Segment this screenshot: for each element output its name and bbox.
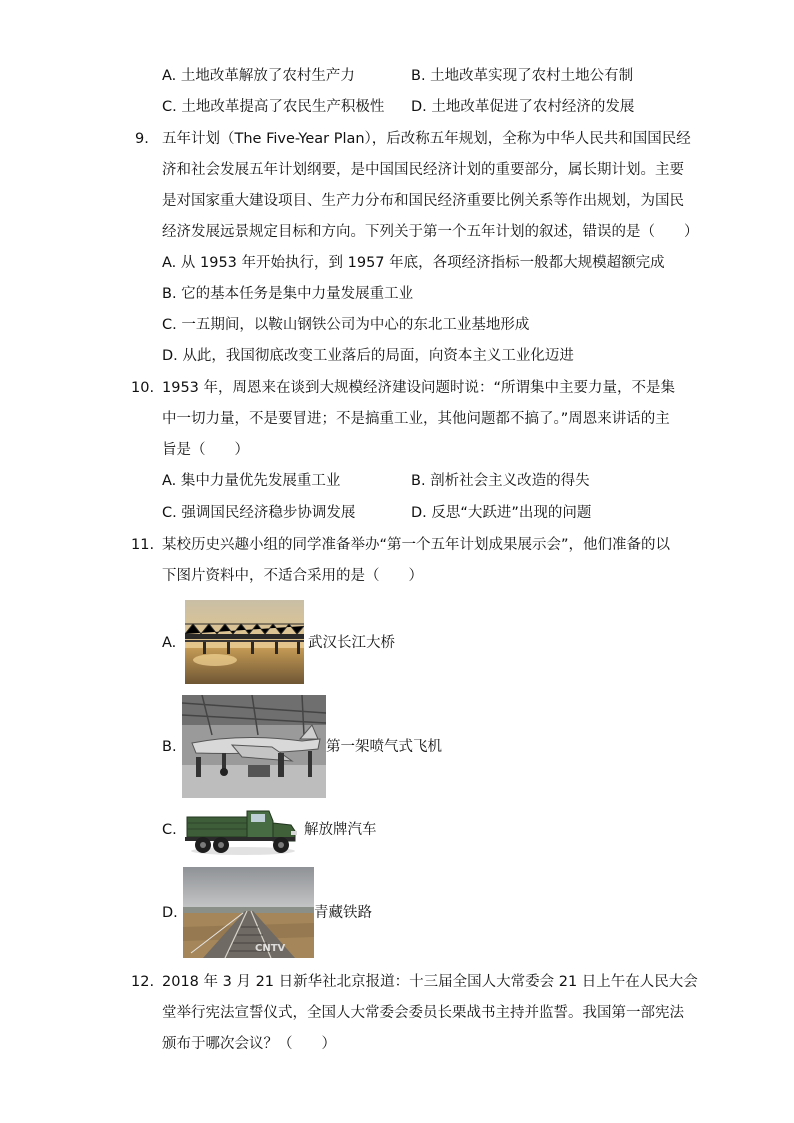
railway-photo [183, 867, 314, 958]
q12-number: 12. [131, 974, 155, 990]
truck-photo-icon [185, 805, 299, 857]
q10-number: 10. [131, 380, 155, 396]
q9-stem-line: 经济发展远景规定目标和方向。下列关于第一个五年计划的叙述，错误的是（ ） [162, 224, 699, 240]
q12-stem-line: 颁布于哪次会议？（ ） [162, 1036, 336, 1052]
jet-photo-icon [182, 695, 326, 798]
q8-option-a: A. 土地改革解放了农村生产力 [162, 68, 355, 84]
q11-option-d-letter: D. [162, 905, 178, 921]
q10-stem-line: 1953 年，周恩来在谈到大规模经济建设问题时说：“所谓集中主要力量，不是集 [162, 380, 676, 396]
q8-option-d: D. 土地改革促进了农村经济的发展 [411, 99, 635, 115]
q10-option-c: C. 强调国民经济稳步协调发展 [162, 505, 356, 521]
q9-option-d: D. 从此，我国彻底改变工业落后的局面，向资本主义工业化迈进 [162, 348, 574, 364]
railway-photo-icon [183, 867, 314, 958]
q8-option-b: B. 土地改革实现了农村土地公有制 [411, 68, 634, 84]
q11-option-c-letter: C. [162, 822, 177, 838]
q11-stem-line: 下图片资料中，不适合采用的是（ ） [162, 568, 423, 584]
q11-option-a-letter: A. [162, 635, 177, 651]
q9-stem-line: 济和社会发展五年计划纲要，是中国国民经济计划的重要部分，属长期计划。主要 [162, 162, 684, 178]
q9-number: 9. [135, 131, 149, 147]
jet-photo [182, 695, 326, 798]
q11-option-b-letter: B. [162, 739, 177, 755]
q10-stem-line: 旨是（ ） [162, 442, 249, 458]
q10-option-b: B. 剖析社会主义改造的得失 [411, 473, 590, 489]
bridge-photo-icon [185, 600, 304, 684]
q10-stem-line: 中一切力量，不是要冒进；不是搞重工业，其他问题都不搞了。”周恩来讲话的主 [162, 411, 670, 427]
q11-option-d-label: 青藏铁路 [314, 905, 372, 921]
q11-option-a-label: 武汉长江大桥 [308, 635, 395, 651]
bridge-photo [185, 600, 304, 684]
q9-option-a: A. 从 1953 年开始执行，到 1957 年底，各项经济指标一般都大规模超额完成 [162, 255, 665, 271]
svg-text:CNTV: CNTV [255, 943, 286, 954]
q9-option-c: C. 一五期间，以鞍山钢铁公司为中心的东北工业基地形成 [162, 317, 530, 333]
q11-number: 11. [131, 537, 155, 553]
truck-photo [185, 805, 299, 857]
q11-option-b-label: 第一架喷气式飞机 [326, 739, 442, 755]
q11-stem-line: 某校历史兴趣小组的同学准备举办“第一个五年计划成果展示会”，他们准备的以 [162, 537, 671, 553]
q9-option-b: B. 它的基本任务是集中力量发展重工业 [162, 286, 414, 302]
q10-option-d: D. 反思“大跃进”出现的问题 [411, 505, 592, 521]
q11-option-c-label: 解放牌汽车 [304, 822, 377, 838]
q12-stem-line: 2018 年 3 月 21 日新华社北京报道：十三届全国人大常委会 21 日上午在人民大会 [162, 974, 698, 990]
q8-option-c: C. 土地改革提高了农民生产积极性 [162, 99, 385, 115]
q10-option-a: A. 集中力量优先发展重工业 [162, 473, 341, 489]
q9-stem-line: 是对国家重大建设项目、生产力分布和国民经济重要比例关系等作出规划，为国民 [162, 193, 684, 209]
q12-stem-line: 堂举行宪法宣誓仪式，全国人大常委会委员长栗战书主持并监誓。我国第一部宪法 [162, 1005, 684, 1021]
q9-stem-line: 五年计划（The Five-Year Plan），后改称五年规划，全称为中华人民共和国国民经 [162, 131, 691, 147]
